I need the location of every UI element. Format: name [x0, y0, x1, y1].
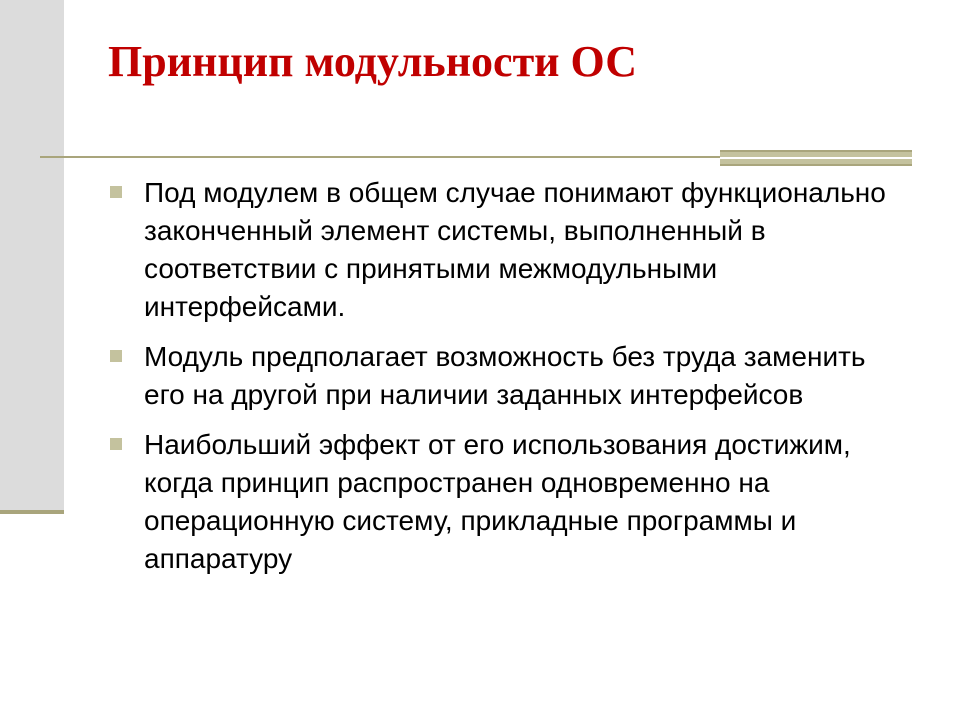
square-bullet-icon — [110, 186, 122, 198]
left-decorative-band — [0, 0, 64, 512]
bullet-text: Под модулем в общем случае понимают функционально законченный элемент системы, выполненный в соответствии с принятыми межмодульными интерфейсами. — [144, 177, 886, 322]
square-bullet-icon — [110, 350, 122, 362]
left-band-rule — [0, 510, 64, 514]
bullet-item — [108, 338, 908, 414]
square-bullet-icon — [110, 438, 122, 450]
bullet-text: Модуль предполагает возможность без труда заменить его на другой при наличии заданных интерфейсов — [144, 341, 866, 410]
bullet-text: Наибольший эффект от его использования достижим, когда принцип распространен одновременно на операционную систему, прикладные программы и аппаратуру — [144, 429, 851, 574]
title-divider-accent-stripe — [720, 157, 912, 159]
bullet-item — [108, 426, 908, 578]
bullet-item — [108, 174, 908, 326]
slide-title: Принцип модульности ОС — [108, 37, 638, 86]
title-divider-accent — [720, 150, 912, 166]
bullet-list — [108, 174, 908, 590]
